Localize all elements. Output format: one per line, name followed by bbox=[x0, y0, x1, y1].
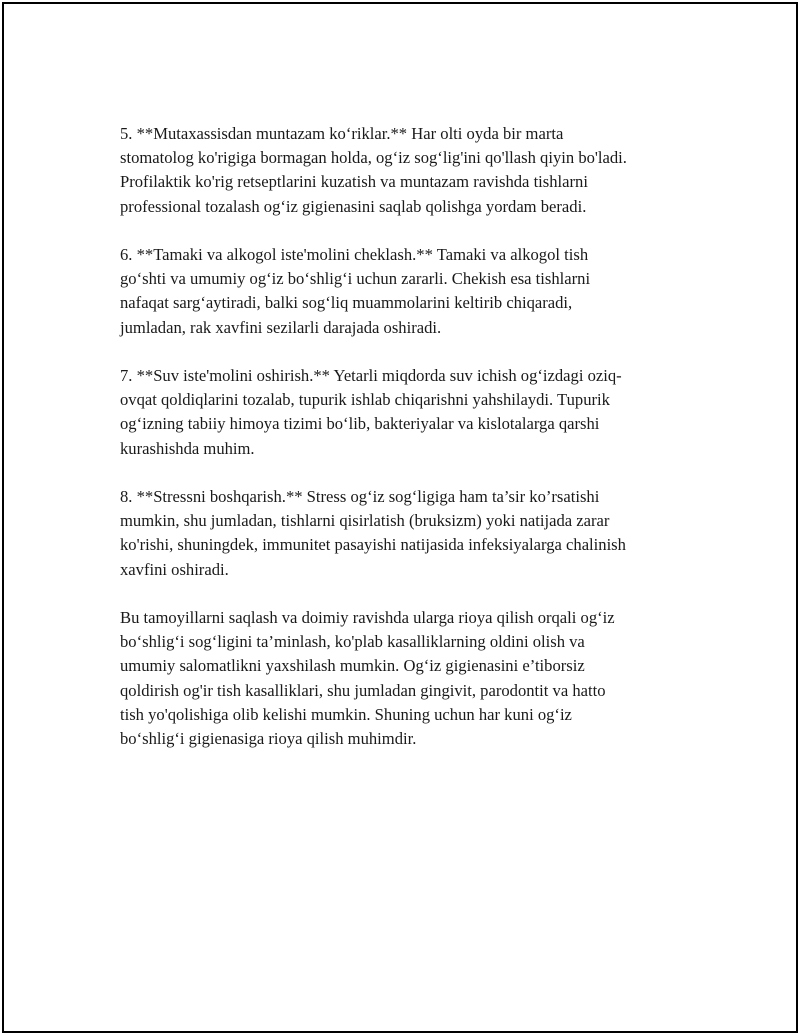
paragraph-item-7: 7. **Suv iste'molini oshirish.** Yetarli miqdorda suv ichish og‘izdagi oziq- ovqat qoldiqlarini tozalab, tupurik ishlab chiqarishni yahshilaydi. Tupurik og‘izning tabiiy himoya tizimi bo‘lib, bakteriyalar va kislotalarga qarshi kurashishda muhim. bbox=[120, 366, 622, 458]
paragraph-item-8: 8. **Stressni boshqarish.** Stress og‘iz sog‘ligiga ham ta’sir ko’rsatishi mumkin, shu jumladan, tishlarni qisirlatish (bruksizm) yoki natijada zarar ko'rishi, shuningdek, immunitet pasayishi natijasida infeksiyalarga chalinish xavfini oshiradi. bbox=[120, 487, 626, 579]
paragraph-item-5: 5. **Mutaxassisdan muntazam ko‘riklar.** Har olti oyda bir marta stomatolog ko'rigiga bormagan holda, og‘iz sog‘lig'ini qo'llash qiyin bo'ladi. Profilaktik ko'rig retseptlarini kuzatish va muntazam ravishda tishlarni professional tozalash og‘iz gigienasini saqlab qolishga yordam beradi. bbox=[120, 124, 627, 216]
document-body bbox=[120, 122, 700, 775]
paragraph-item-6: 6. **Tamaki va alkogol iste'molini cheklash.** Tamaki va alkogol tish go‘shti va umumiy og‘iz bo‘shlig‘i uchun zararli. Chekish esa tishlarni nafaqat sarg‘aytiradi, balki sog‘liq muammolarini keltirib chiqaradi, jumladan, rak xavfini sezilarli darajada oshiradi. bbox=[120, 245, 591, 337]
paragraph-conclusion: Bu tamoyillarni saqlash va doimiy ravishda ularga rioya qilish orqali og‘iz bo‘shlig‘i sog‘ligini ta’minlash, ko'plab kasalliklarning oldini olish va umumiy salomatlikni yaxshilash mumkin. Og‘iz gigienasini e’tiborsiz qoldirish og'ir tish kasalliklari, shu jumladan gingivit, parodontit va hatto tish yo'qolishiga olib kelishi mumkin. Shuning uchun har kuni og‘iz bo‘shlig‘i gigienasiga rioya qilish muhimdir. bbox=[120, 608, 615, 749]
page-frame bbox=[2, 2, 798, 1033]
